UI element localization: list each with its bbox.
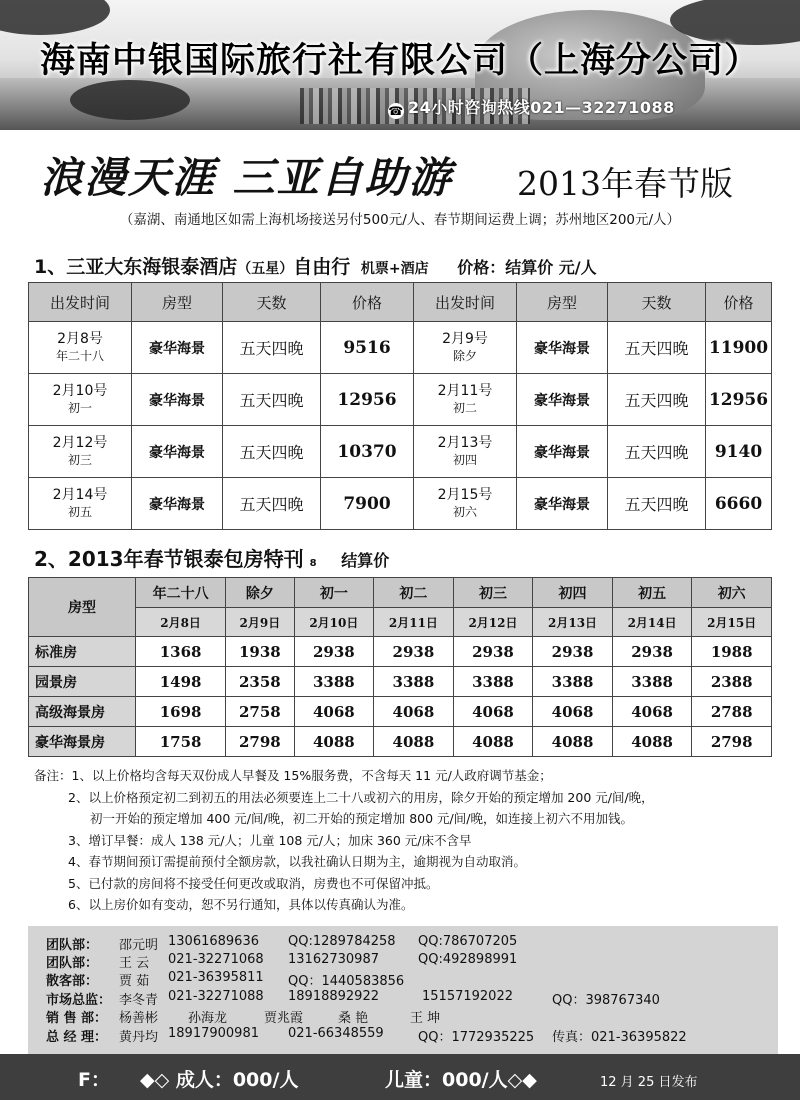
contact-label: 市场总监： [46, 993, 112, 1008]
promo-slogan: 浪漫天涯 三亚自助游 [40, 153, 453, 202]
date-header: 2月9日 [226, 608, 294, 637]
lunar-day: 初四 [452, 452, 477, 467]
sales-name: 桑 艳 [338, 1011, 369, 1026]
table-row [29, 478, 772, 530]
price: 4088 [453, 727, 533, 757]
duration: 五天四晚 [223, 478, 321, 530]
departure-cell [29, 426, 132, 478]
price: 9516 [321, 322, 414, 374]
room-type: 豪华海景 [132, 322, 223, 374]
contact-label: 散客部： [46, 974, 99, 989]
header-cell: 出发时间 [414, 283, 517, 322]
lunar-header: 初六 [692, 578, 772, 608]
date: 2月11号 [437, 382, 493, 399]
price: 3388 [374, 667, 454, 697]
contact-mobile: 18918892922 [288, 989, 379, 1004]
price: 2938 [533, 637, 613, 667]
room-type: 豪华海景房 [29, 727, 136, 757]
section2-title [34, 543, 389, 572]
section2-title-text: 2、2013年春节银泰包房特刊 [34, 547, 304, 571]
note-line: 4、春节期间预订需提前预付全额房款，以我社确认日期为主，逾期视为自动取消。 [68, 854, 526, 869]
header-cell: 出发时间 [29, 283, 132, 322]
date-header: 2月12日 [453, 608, 533, 637]
price: 6660 [706, 478, 772, 530]
departure-cell [29, 478, 132, 530]
price: 4088 [533, 727, 613, 757]
price: 2798 [226, 727, 294, 757]
price: 2788 [692, 697, 772, 727]
lunar-day: 初五 [67, 504, 92, 519]
table-row [29, 426, 772, 478]
duration: 五天四晚 [608, 426, 706, 478]
contact-name: 邵元明 [119, 938, 159, 953]
sales-name: 王 坤 [410, 1011, 441, 1026]
duration: 五天四晚 [608, 322, 706, 374]
table-row [29, 727, 772, 757]
contact-label: 团队部： [46, 956, 99, 971]
palm-tree-icon [0, 0, 110, 35]
contact-label: 总 经 理： [46, 1030, 108, 1045]
phone-icon: ☎ [388, 104, 404, 118]
lunar-header-row [29, 578, 772, 608]
price: 1988 [692, 637, 772, 667]
contact-name: 贾 茹 [119, 974, 150, 989]
lunar-header: 年二十八 [136, 578, 226, 608]
contact-qq: QQ:492898991 [418, 952, 518, 967]
section2-mark: 8 [309, 558, 317, 569]
header-cell: 价格 [321, 283, 414, 322]
section1-title-2: 自由行 [293, 256, 351, 278]
departure-cell [414, 478, 517, 530]
price: 2938 [612, 637, 692, 667]
contact-name: 黄丹均 [119, 1030, 159, 1045]
table-row [29, 697, 772, 727]
price: 3388 [612, 667, 692, 697]
price: 12956 [321, 374, 414, 426]
departure-cell [414, 426, 517, 478]
contact-name: 王 云 [119, 956, 150, 971]
duration: 五天四晚 [608, 374, 706, 426]
note-line: 5、已付款的房间将不接受任何更改或取消，房费也不可保留冲抵。 [68, 875, 439, 891]
price: 4068 [612, 697, 692, 727]
date-header: 2月11日 [374, 608, 454, 637]
contact-phone: 021-32271068 [168, 952, 264, 967]
duration: 五天四晚 [608, 478, 706, 530]
contact-mobile: 18917900981 [168, 1026, 259, 1041]
room-type: 豪华海景 [517, 426, 608, 478]
lunar-header: 初三 [453, 578, 533, 608]
price: 9140 [706, 426, 772, 478]
date-header: 2月15日 [692, 608, 772, 637]
room-type: 豪华海景 [517, 478, 608, 530]
departure-cell [29, 322, 132, 374]
contact-qq: QQ:1289784258 [288, 934, 396, 949]
promo-edition: 2013年春节版 [517, 164, 733, 203]
table-row [29, 667, 772, 697]
hotline [388, 95, 675, 119]
lunar-day: 初三 [67, 452, 92, 467]
footer-publish-date: 12 月 25 日发布 [600, 1075, 698, 1090]
palm-tree-icon [70, 80, 190, 120]
date: 2月9号 [442, 330, 488, 347]
duration: 五天四晚 [223, 426, 321, 478]
sales-name: 杨善彬 [119, 1011, 159, 1026]
price: 2938 [374, 637, 454, 667]
header-cell: 天数 [608, 283, 706, 322]
hotline-text: 24小时咨询热线021—32271088 [408, 98, 675, 117]
contact-qq: QQ:786707205 [418, 934, 518, 949]
room-type: 高级海景房 [29, 697, 136, 727]
date-header: 2月14日 [612, 608, 692, 637]
contact-label: 团队部： [46, 938, 99, 953]
lunar-header: 初四 [533, 578, 613, 608]
footer-bar [0, 1054, 800, 1100]
price: 1758 [136, 727, 226, 757]
contact-mobile: 13162730987 [288, 952, 379, 967]
price: 4068 [294, 697, 374, 727]
price: 12956 [706, 374, 772, 426]
price: 1498 [136, 667, 226, 697]
date: 2月8号 [57, 330, 103, 347]
price: 3388 [453, 667, 533, 697]
price: 2358 [226, 667, 294, 697]
price: 1938 [226, 637, 294, 667]
date: 2月10号 [52, 382, 108, 399]
price: 3388 [294, 667, 374, 697]
duration: 五天四晚 [223, 322, 321, 374]
note-line: 初一开始的预定增加 400 元/间/晚，初二开始的预定增加 800 元/间/晚，如连接上初六不用加钱。 [90, 811, 633, 826]
sales-name: 贾兆霞 [264, 1011, 304, 1026]
departure-cell [414, 374, 517, 426]
section2-subtitle: 结算价 [341, 551, 390, 570]
price: 4088 [294, 727, 374, 757]
contact-qq: QQ：398767340 [552, 993, 660, 1008]
price: 7900 [321, 478, 414, 530]
price: 2938 [453, 637, 533, 667]
price: 4068 [533, 697, 613, 727]
room-type: 园景房 [29, 667, 136, 697]
note-line: 3、增订早餐：成人 138 元/人；儿童 108 元/人；加床 360 元/床不含早 [68, 832, 472, 848]
lunar-day: 初一 [67, 400, 92, 415]
lunar-header: 初二 [374, 578, 454, 608]
section1-title-text: 1、三亚大东海银泰酒店 [34, 256, 238, 278]
price: 2758 [226, 697, 294, 727]
date: 2月15号 [437, 486, 493, 503]
section1-stars: （五星） [237, 261, 294, 277]
table-row [29, 322, 772, 374]
contact-mobile: 15157192022 [422, 989, 513, 1004]
section1-title [34, 252, 597, 279]
room-type: 标准房 [29, 637, 136, 667]
contact-phone: 021-36395811 [168, 970, 264, 985]
table-header-row [29, 283, 772, 322]
duration: 五天四晚 [223, 374, 321, 426]
price: 1698 [136, 697, 226, 727]
contact-qq: QQ：1772935225 [418, 1030, 535, 1045]
price: 2938 [294, 637, 374, 667]
price: 4068 [374, 697, 454, 727]
footer-adult-price: ◆◇ 成人：000/人 [140, 1069, 299, 1091]
room-type: 豪华海景 [517, 322, 608, 374]
package-price-table [28, 282, 772, 530]
date: 2月12号 [52, 434, 108, 451]
note-line: 2、以上价格预定初二到初五的用法必须要连上二十八或初六的用房，除夕开始的预定增加 200 元/间/晚， [68, 789, 654, 805]
price: 4068 [453, 697, 533, 727]
contact-phone: 021-32271088 [168, 989, 264, 1004]
price: 1368 [136, 637, 226, 667]
departure-cell [414, 322, 517, 374]
note-line: 6、以上房价如有变动，恕不另行通知，具体以传真确认为准。 [68, 897, 414, 912]
footer-child-price: 儿童：000/人◇◆ [385, 1069, 537, 1091]
lunar-day: 年二十八 [55, 348, 104, 363]
date-header: 2月8日 [136, 608, 226, 637]
lunar-day: 除夕 [452, 348, 477, 363]
section1-package: 机票+酒店 [360, 261, 429, 277]
room-type: 豪华海景 [132, 478, 223, 530]
notes [34, 765, 774, 916]
price: 3388 [533, 667, 613, 697]
lunar-header: 初五 [612, 578, 692, 608]
date-header: 2月13日 [533, 608, 613, 637]
transfer-note: （嘉湖、南通地区如需上海机场接送另付500元/人、春节期间运费上调；苏州地区200元/人） [119, 212, 681, 228]
header-cell: 价格 [706, 283, 772, 322]
price: 2798 [692, 727, 772, 757]
room-type-header: 房型 [29, 578, 136, 637]
price: 10370 [321, 426, 414, 478]
contact-qq: QQ：1440583856 [288, 974, 405, 989]
note-line: 备注：1、以上价格均含每天双份成人早餐及 15%服务费，不含每天 11 元/人政府调节基金； [34, 768, 552, 783]
company-name: 海南中银国际旅行社有限公司（上海分公司） [39, 41, 760, 81]
date: 2月13号 [437, 434, 493, 451]
header-cell: 房型 [517, 283, 608, 322]
contact-name: 李冬青 [119, 993, 159, 1008]
price: 2388 [692, 667, 772, 697]
room-type: 豪华海景 [132, 426, 223, 478]
table-row [29, 637, 772, 667]
contact-label: 销 售 部： [46, 1011, 108, 1026]
lunar-day: 初二 [452, 400, 477, 415]
price: 4088 [374, 727, 454, 757]
lunar-day: 初六 [452, 504, 477, 519]
table-row [29, 374, 772, 426]
date: 2月14号 [52, 486, 108, 503]
room-type: 豪华海景 [517, 374, 608, 426]
price: 11900 [706, 322, 772, 374]
sales-name: 孙海龙 [188, 1011, 228, 1026]
lunar-header: 初一 [294, 578, 374, 608]
price: 4088 [612, 727, 692, 757]
header-cell: 房型 [132, 283, 223, 322]
contact-fax: 传真：021-36395822 [552, 1030, 687, 1045]
contacts-panel [28, 926, 778, 1054]
departure-cell [29, 374, 132, 426]
contact-phone: 13061689636 [168, 934, 259, 949]
contact-phone: 021-66348559 [288, 1026, 384, 1041]
footer-f: F： [78, 1069, 110, 1091]
lunar-header: 除夕 [226, 578, 294, 608]
section1-price-label: 价格：结算价 元/人 [457, 258, 597, 277]
date-header: 2月10日 [294, 608, 374, 637]
header-cell: 天数 [223, 283, 321, 322]
room-type: 豪华海景 [132, 374, 223, 426]
room-price-table [28, 577, 772, 757]
date-header-row [29, 608, 772, 637]
